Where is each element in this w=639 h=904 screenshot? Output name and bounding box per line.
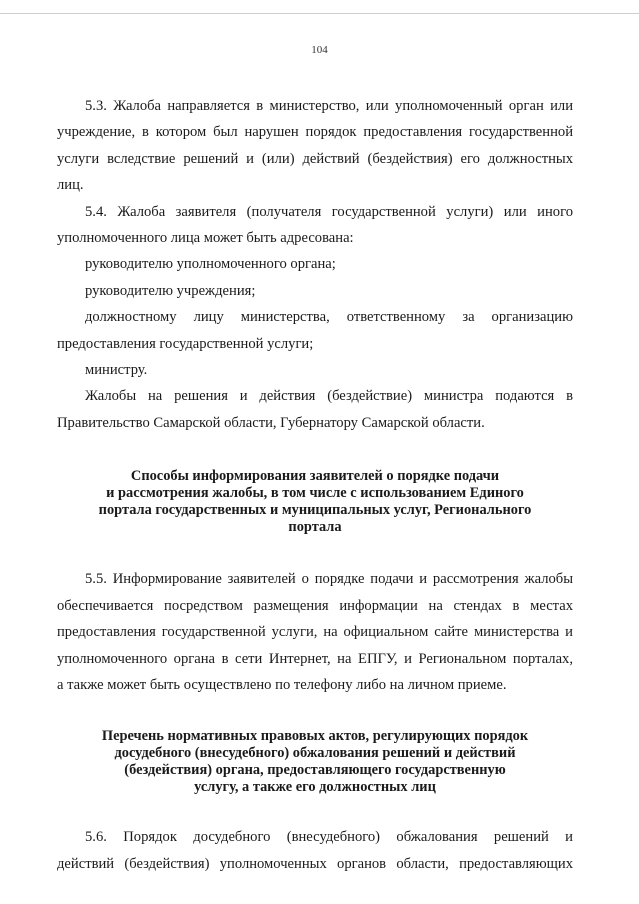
text-line: Правительство Самарской области, Губернатору Самарской области. <box>57 414 485 431</box>
text-line: а также может быть осуществлено по телефону либо на личном приеме. <box>57 676 507 693</box>
paragraph-minister <box>57 383 573 436</box>
list-item-continuation: предоставления государственной услуги; <box>57 335 314 352</box>
heading-line: услугу, а также его должностных лиц <box>194 779 436 796</box>
text-line: обеспечивается посредством размещения информации на стендах в местах <box>57 597 573 614</box>
list-item: руководителю учреждения; <box>85 282 256 299</box>
text-line: уполномоченного лица может быть адресована: <box>57 230 354 247</box>
document-body <box>57 93 573 877</box>
heading-line: (бездействия) органа, предоставляющего государственную <box>124 762 506 779</box>
paragraph-5-6 <box>57 824 573 877</box>
paragraph-5-3 <box>57 93 573 199</box>
text-line: 5.5. Информирование заявителей о порядке подачи и рассмотрения жалобы <box>85 571 573 588</box>
heading-line: портала государственных и муниципальных услуг, Регионального <box>98 502 532 519</box>
paragraph-5-5 <box>57 566 573 698</box>
list-item: министру. <box>85 362 148 379</box>
text-line: уполномоченного органа в сети Интернет, на ЕПГУ, и Региональном порталах, <box>57 650 573 667</box>
list-item: руководителю уполномоченного органа; <box>85 256 336 273</box>
text-line: Жалобы на решения и действия (бездействие) министра подаются в <box>85 388 573 405</box>
text-line: 5.3. Жалоба направляется в министерство, или уполномоченный орган или <box>85 98 573 114</box>
heading-line: Способы информирования заявителей о порядке подачи <box>130 468 500 485</box>
heading-line: портала <box>288 519 342 536</box>
section-heading-informing <box>57 468 573 536</box>
heading-line: Перечень нормативных правовых актов, регулирующих порядок <box>101 728 529 745</box>
text-line: услуги вследствие решений и (или) действий (бездействия) его должностных <box>57 150 573 167</box>
text-line: предоставления государственной услуги, на официальном сайте министерства и <box>57 624 573 641</box>
text-line: лиц. <box>57 177 84 194</box>
text-line: 5.4. Жалоба заявителя (получателя государственной услуги) или иного <box>85 203 573 220</box>
page-number: 104 <box>311 44 328 56</box>
scan-edge-line <box>0 13 639 14</box>
text-line: действий (бездействия) уполномоченных органов области, предоставляющих <box>57 855 573 872</box>
heading-line: досудебного (внесудебного) обжалования решений и действий <box>114 745 516 762</box>
paragraph-5-4 <box>57 199 573 252</box>
addressee-list <box>57 251 573 383</box>
text-line: 5.6. Порядок досудебного (внесудебного) обжалования решений и <box>85 829 573 846</box>
heading-line: и рассмотрения жалобы, в том числе с использованием Единого <box>106 485 524 502</box>
list-item: должностному лицу министерства, ответственному за организацию <box>85 309 573 326</box>
section-heading-legal-acts <box>57 728 573 796</box>
text-line: учреждение, в котором был нарушен порядок предоставления государственной <box>57 124 573 141</box>
